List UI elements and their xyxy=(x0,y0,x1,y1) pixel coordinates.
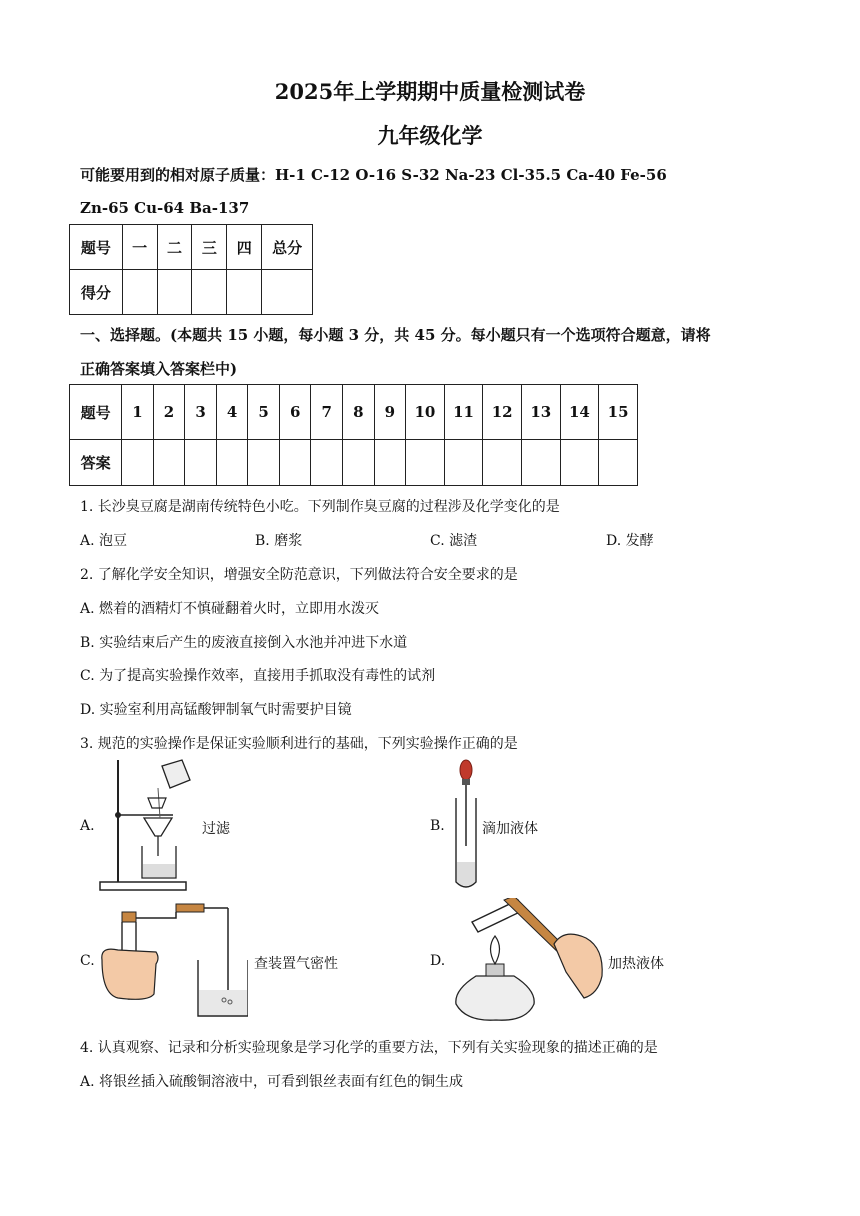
q1-option-d[interactable]: D. 发酵 xyxy=(606,533,654,549)
answer-table-cell: 15 xyxy=(599,385,638,440)
score-input-cell[interactable] xyxy=(122,270,157,315)
q2-option-c[interactable]: C. 为了提高实验操作效率，直接用手抓取没有毒性的试剂 xyxy=(80,668,436,684)
answer-table-cell: 12 xyxy=(483,385,522,440)
q3-stem: 3. 规范的实验操作是保证实验顺利进行的基础，下列实验操作正确的是 xyxy=(80,736,518,752)
answer-table-cell: 8 xyxy=(343,385,375,440)
score-table xyxy=(69,224,313,315)
answer-table-cell: 答案 xyxy=(70,440,122,486)
answer-input-cell[interactable] xyxy=(521,440,560,486)
exam-subtitle: 九年级化学 xyxy=(377,123,483,148)
q3-option-c-label: 查装置气密性 xyxy=(254,956,338,972)
answer-table-cell: 5 xyxy=(248,385,280,440)
atomic-masses-line2: Zn-65 Cu-64 Ba-137 xyxy=(80,199,250,217)
answer-input-cell[interactable] xyxy=(185,440,217,486)
score-table-cell: 题号 xyxy=(70,225,123,270)
answer-input-cell[interactable] xyxy=(343,440,375,486)
q3-option-d-letter[interactable]: D. xyxy=(430,953,446,969)
score-input-cell[interactable] xyxy=(262,270,313,315)
score-table-cell: 四 xyxy=(227,225,262,270)
score-table-cell: 二 xyxy=(157,225,192,270)
q2-stem: 2. 了解化学安全知识，增强安全防范意识，下列做法符合安全要求的是 xyxy=(80,567,518,583)
answer-input-cell[interactable] xyxy=(444,440,483,486)
q3-option-c-letter[interactable]: C. xyxy=(80,953,95,969)
answer-table-cell: 6 xyxy=(279,385,311,440)
score-table-cell: 一 xyxy=(122,225,157,270)
answer-input-cell[interactable] xyxy=(406,440,445,486)
q3-option-a-label: 过滤 xyxy=(202,821,230,837)
answer-table-cell: 4 xyxy=(216,385,248,440)
heating-liquid-illustration xyxy=(446,898,606,1024)
answer-table-cell: 14 xyxy=(560,385,599,440)
answer-table-cell: 9 xyxy=(374,385,406,440)
q3-option-d-label: 加热液体 xyxy=(608,956,664,972)
q1-option-c[interactable]: C. 滤渣 xyxy=(430,533,478,549)
answer-table-cell: 3 xyxy=(185,385,217,440)
answer-input-cell[interactable] xyxy=(560,440,599,486)
section1-heading-line2: 正确答案填入答案栏中) xyxy=(80,360,238,378)
answer-input-cell[interactable] xyxy=(311,440,343,486)
score-input-cell[interactable] xyxy=(192,270,227,315)
answer-input-cell[interactable] xyxy=(248,440,280,486)
answer-table-cell: 题号 xyxy=(70,385,122,440)
answer-table xyxy=(69,384,638,486)
answer-input-cell[interactable] xyxy=(374,440,406,486)
q4-option-a[interactable]: A. 将银丝插入硫酸铜溶液中，可看到银丝表面有红色的铜生成 xyxy=(80,1074,464,1090)
score-table-cell: 得分 xyxy=(70,270,123,315)
q2-option-d[interactable]: D. 实验室利用高锰酸钾制氧气时需要护目镜 xyxy=(80,702,352,718)
atomic-masses-line1: 可能要用到的相对原子质量：H-1 C-12 O-16 S-32 Na-23 Cl-35.5 Ca-40 Fe-56 xyxy=(80,166,667,184)
score-input-cell[interactable] xyxy=(227,270,262,315)
score-input-cell[interactable] xyxy=(157,270,192,315)
answer-table-cell: 11 xyxy=(444,385,483,440)
q4-stem: 4. 认真观察、记录和分析实验现象是学习化学的重要方法，下列有关实验现象的描述正确的是 xyxy=(80,1040,658,1056)
answer-table-cell: 2 xyxy=(153,385,185,440)
answer-input-cell[interactable] xyxy=(122,440,154,486)
q1-option-a[interactable]: A. 泡豆 xyxy=(80,533,128,549)
q2-option-a[interactable]: A. 燃着的酒精灯不慎碰翻着火时，立即用水泼灭 xyxy=(80,601,380,617)
filtration-apparatus-illustration xyxy=(98,758,198,894)
answer-input-cell[interactable] xyxy=(483,440,522,486)
score-table-cell: 三 xyxy=(192,225,227,270)
answer-table-cell: 10 xyxy=(406,385,445,440)
answer-input-cell[interactable] xyxy=(153,440,185,486)
answer-table-cell: 13 xyxy=(521,385,560,440)
q3-option-a-letter[interactable]: A. xyxy=(80,818,95,834)
q2-option-b[interactable]: B. 实验结束后产生的废液直接倒入水池并冲进下水道 xyxy=(80,635,408,651)
airtightness-check-illustration xyxy=(98,898,248,1024)
q3-option-b-letter[interactable]: B. xyxy=(430,818,445,834)
q1-option-b[interactable]: B. 磨浆 xyxy=(255,533,303,549)
answer-input-cell[interactable] xyxy=(279,440,311,486)
q1-stem: 1. 长沙臭豆腐是湖南传统特色小吃。下列制作臭豆腐的过程涉及化学变化的是 xyxy=(80,499,560,515)
score-table-cell: 总分 xyxy=(262,225,313,270)
answer-input-cell[interactable] xyxy=(216,440,248,486)
answer-table-cell: 7 xyxy=(311,385,343,440)
section1-heading-line1: 一、选择题。(本题共 15 小题，每小题 3 分，共 45 分。每小题只有一个选项符合题意，请将 xyxy=(80,326,711,344)
answer-table-cell: 1 xyxy=(122,385,154,440)
q3-option-b-label: 滴加液体 xyxy=(482,821,538,837)
answer-input-cell[interactable] xyxy=(599,440,638,486)
exam-title: 2025年上学期期中质量检测试卷 xyxy=(274,79,586,104)
